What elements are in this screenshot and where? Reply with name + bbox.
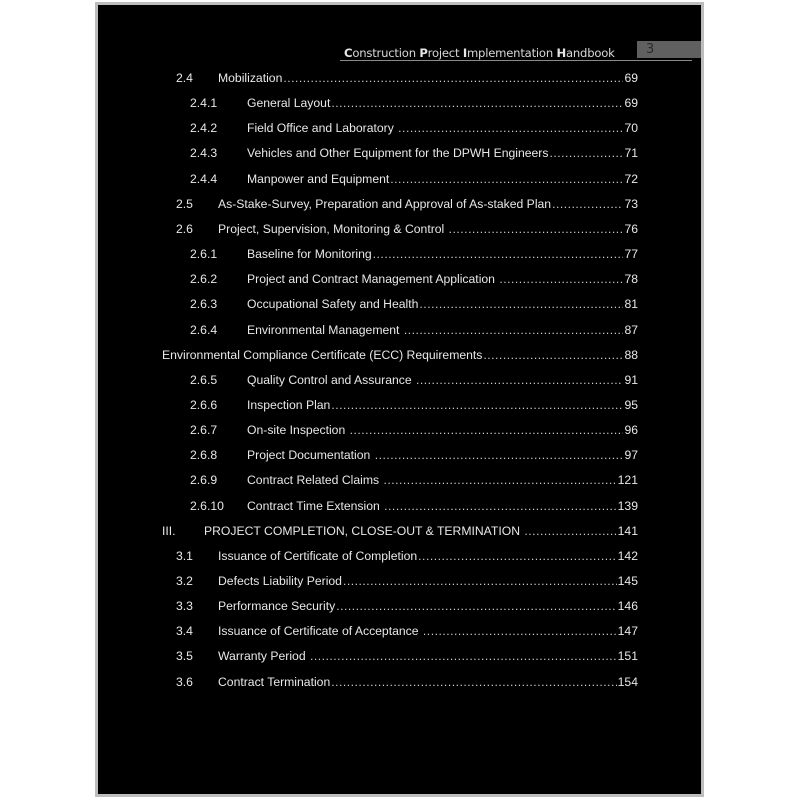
toc-title[interactable]: Project Documentation [247,448,374,463]
toc-section-number: 2.6 [176,221,193,236]
toc-entry[interactable] [98,446,701,464]
toc-entry[interactable] [98,597,701,615]
toc-entry-line [247,170,638,188]
toc-page-number: 139 [617,498,638,513]
toc-entry[interactable] [98,220,701,238]
dot-leader [398,119,623,137]
toc-entry-line [218,572,638,590]
toc-title[interactable]: Project, Supervision, Monitoring & Control [218,221,448,236]
toc-page-number: 70 [624,121,638,136]
toc-section-number: 2.6.1 [190,247,218,262]
toc-section-number: 2.6.5 [190,372,218,387]
toc-entry-line [247,421,638,439]
toc-entry-line [218,547,638,565]
toc-entry-line [162,346,638,364]
toc-entry[interactable] [98,321,701,339]
toc-entry[interactable] [98,144,701,162]
toc-section-number: 3.2 [176,574,193,588]
header-word: andbook [565,46,615,60]
toc-entry-line [218,622,638,640]
toc-entry[interactable] [98,94,701,112]
toc-title[interactable]: Occupational Safety and Health [247,297,419,312]
dot-leader [418,547,616,565]
dot-leader [390,170,623,188]
dot-leader [416,371,623,389]
toc-section-number: 2.6.9 [190,473,218,488]
dot-leader [383,471,616,489]
toc-entry[interactable] [98,245,701,263]
toc-entry[interactable] [98,572,701,590]
dot-leader [331,673,616,691]
dot-leader [423,622,617,640]
header-word: mplementation [466,46,557,60]
toc-entry[interactable] [98,170,701,188]
toc-section-number: 2.6.10 [190,498,224,513]
toc-section-number: 2.4.3 [190,146,218,161]
toc-title[interactable]: Baseline for Monitoring [247,247,372,262]
toc-title[interactable]: On-site Inspection [247,423,349,438]
toc-entry[interactable] [98,673,701,691]
toc-page-number: 91 [624,372,638,387]
toc-entry[interactable] [98,547,701,565]
toc-entry[interactable] [98,421,701,439]
toc-entry-line [247,446,638,464]
toc-page-number: 97 [624,448,638,463]
toc-page-number: 147 [617,624,638,639]
toc-title[interactable]: Contract Termination [218,674,331,689]
toc-title[interactable]: Environmental Compliance Certificate (ECC) Requirements [162,347,483,362]
toc-title[interactable]: Project and Contract Management Application [247,272,499,287]
toc-section-number: 3.6 [176,674,193,689]
toc-title[interactable]: Quality Control and Assurance [247,372,416,387]
dot-leader [283,69,623,87]
toc-title[interactable]: Contract Related Claims [247,473,383,488]
toc-title[interactable]: Issuance of Certificate of Acceptance [218,624,422,639]
toc-section-number: 2.6.8 [190,448,218,463]
dot-leader [331,94,623,112]
toc-entry-line [247,119,638,137]
toc-entry-line [247,471,638,489]
dot-leader [310,647,617,665]
toc-title[interactable]: As-Stake-Survey, Preparation and Approval of As-staked Plan [218,196,552,211]
toc-page-number: 141 [617,523,638,538]
toc-title[interactable]: Issuance of Certificate of Completion [218,548,418,563]
page-number: 3 [646,42,655,57]
toc-section-number: 3.1 [176,548,193,563]
toc-entry[interactable] [98,622,701,640]
toc-section-number: 2.4 [176,71,193,85]
toc-title[interactable]: Field Office and Laboratory [247,121,398,136]
toc-page-number: 73 [624,196,638,211]
toc-page-number: 151 [617,649,638,664]
toc-entry-line [218,69,638,87]
toc-section-number: 2.6.3 [190,297,218,312]
toc-section-number: 2.4.2 [190,121,218,136]
toc-entry-line [204,522,638,540]
toc-section-number: 2.4.4 [190,171,218,186]
dot-leader [483,346,623,364]
toc-page-number: 142 [617,548,638,563]
toc-title[interactable]: Environmental Management [247,322,403,337]
toc-page-number: 145 [617,574,638,588]
dot-leader [331,396,623,414]
toc-entry[interactable] [98,471,701,489]
table-of-contents [98,5,701,794]
toc-entry-line [218,220,638,238]
toc-entry-line [247,245,638,263]
header-initial: C [344,46,353,60]
dot-leader [375,446,624,464]
toc-page-number: 95 [624,397,638,412]
toc-entry-line [247,295,638,313]
toc-page-number: 71 [624,146,638,161]
toc-section-number: 2.6.2 [190,272,218,287]
toc-page-number: 96 [624,423,638,438]
toc-entry[interactable] [98,295,701,313]
toc-title[interactable]: Performance Security [218,599,336,614]
header-initial: I [462,46,467,60]
toc-page-number: 77 [624,247,638,262]
toc-page-number: 72 [624,171,638,186]
toc-page-number: 88 [624,347,638,362]
toc-page-number: 154 [617,674,638,689]
toc-title[interactable]: Manpower and Equipment [247,171,390,186]
toc-section-number: 3.3 [176,599,193,614]
toc-page-number: 69 [624,71,638,85]
dot-leader [404,321,624,339]
toc-entry[interactable] [98,119,701,137]
toc-title[interactable]: Contract Time Extension [247,498,384,513]
toc-section-number: 2.6.6 [190,397,218,412]
dot-leader [549,144,623,162]
toc-page-number: 121 [617,473,638,488]
toc-entry[interactable] [98,270,701,288]
toc-section-number: 2.6.4 [190,322,218,337]
toc-section-number: 2.5 [176,196,193,211]
toc-entry[interactable] [98,522,701,540]
toc-entry-line [247,497,638,515]
toc-entry-line [247,270,638,288]
toc-section-number: 3.4 [176,624,193,639]
dot-leader [350,421,624,439]
toc-entry-line [247,371,638,389]
toc-page-number: 146 [617,599,638,614]
toc-page-number: 81 [624,297,638,312]
toc-entry-line [247,144,638,162]
header-initial: H [556,46,566,60]
toc-page-number: 76 [624,221,638,236]
dot-leader [499,270,623,288]
toc-title[interactable]: Vehicles and Other Equipment for the DPWH Engineers [247,146,549,161]
toc-entry[interactable] [98,195,701,213]
toc-entry-line [247,94,638,112]
toc-title[interactable]: Defects Liability Period [218,574,342,588]
toc-entry[interactable] [98,396,701,414]
dot-leader [384,497,617,515]
toc-section-number: 3.5 [176,649,193,664]
dot-leader [343,572,617,590]
toc-title[interactable]: Inspection Plan [247,397,331,412]
header-word: roject [427,46,463,60]
header-initial: P [419,46,428,60]
header-word: onstruction [352,46,420,60]
toc-page-number: 78 [624,272,638,287]
toc-title[interactable]: General Layout [247,96,331,111]
toc-entry-line [247,396,638,414]
toc-entry[interactable] [98,346,701,364]
toc-page-number: 69 [624,96,638,111]
dot-leader [373,245,624,263]
toc-page-number: 87 [624,322,638,337]
toc-section-number: III. [162,523,176,538]
toc-section-number: 2.4.1 [190,96,218,111]
dot-leader [552,195,623,213]
toc-title[interactable]: Mobilization [218,71,283,85]
toc-entry-line [218,195,638,213]
dot-leader [419,295,623,313]
dot-leader [449,220,624,238]
toc-entry[interactable] [98,371,701,389]
toc-entry[interactable] [98,647,701,665]
toc-title[interactable]: Warranty Period [218,649,309,664]
dot-leader [524,522,616,540]
dot-leader [336,597,616,615]
toc-entry[interactable] [98,497,701,515]
toc-entry-line [218,673,638,691]
document-page [98,5,701,794]
toc-entry-line [247,321,638,339]
toc-entry-line [218,597,638,615]
toc-section-number: 2.6.7 [190,423,218,438]
toc-entry[interactable] [98,69,701,87]
toc-entry-line [218,647,638,665]
toc-title[interactable]: PROJECT COMPLETION, CLOSE-OUT & TERMINATION [204,523,524,538]
